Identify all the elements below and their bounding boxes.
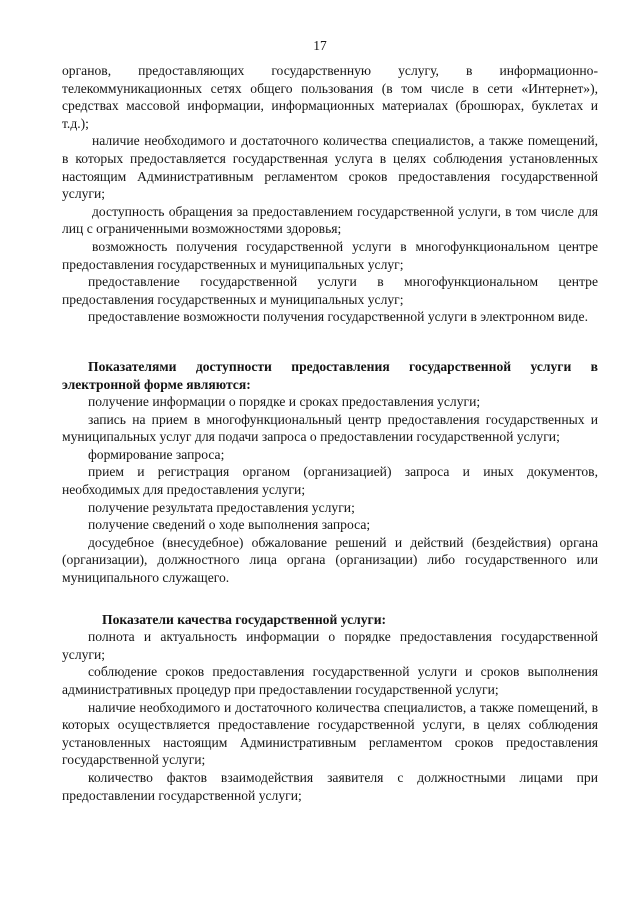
- paragraph: прием и регистрация органом (организацией) запроса и иных документов, необходимых для предоставления услуги;: [62, 464, 598, 498]
- paragraph: возможность получения государственной услуги в многофункциональном центре предоставления государственных и муниципальных услуг;: [62, 238, 598, 272]
- paragraph: предоставление государственной услуги в многофункциональном центре предоставления государственных и муниципальных услуг;: [62, 274, 598, 307]
- paragraph: получение сведений о ходе выполнения запроса;: [88, 517, 371, 533]
- paragraph: доступность обращения за предоставлением государственной услуги, в том числе для лиц с ограниченными возможностями здоровья;: [62, 203, 598, 237]
- section-heading-quality: Показатели качества государственной услуги:: [102, 611, 387, 627]
- page-number: 17: [313, 38, 327, 53]
- paragraph: получение информации о порядке и сроках предоставления услуги;: [88, 394, 481, 410]
- paragraph: наличие необходимого и достаточного количества специалистов, а также помещений, в которых осуществляется предоставление государственной услуги, в целях соблюдения установленных настоящим Административным регламентом сроков предоставления государственной услуги;: [62, 699, 598, 768]
- paragraph: досудебное (внесудебное) обжалование решений и действий (бездействия) органа (организации), должностного лица органа (организации) либо государственного или муниципального служащего.: [62, 534, 598, 586]
- paragraph: формирование запроса;: [88, 446, 225, 462]
- paragraph: предоставление возможности получения государственной услуги в электронном виде.: [88, 309, 588, 325]
- section-heading-availability: Показателями доступности предоставления государственной услуги в электронной форме являются:: [62, 358, 598, 392]
- paragraph: соблюдение сроков предоставления государственной услуги и сроков выполнения административных процедур при предоставлении государственной услуги;: [62, 664, 598, 697]
- paragraph: получение результата предоставления услуги;: [88, 499, 355, 515]
- paragraph: запись на прием в многофункциональный центр предоставления государственных и муниципальных услуг для подачи запроса о предоставлении государственной услуги;: [62, 411, 598, 445]
- paragraph: наличие необходимого и достаточного количества специалистов, а также помещений, в которых предоставляется государственная услуга в целях соблюдения установленных настоящим Административным регламентом сроков предоставления государственной услуги;: [62, 133, 598, 202]
- paragraph: количество фактов взаимодействия заявителя с должностными лицами при предоставлении государственной услуги;: [62, 769, 598, 803]
- document-body: [62, 62, 598, 804]
- paragraph: полнота и актуальность информации о порядке предоставления государственной услуги;: [62, 629, 598, 662]
- paragraph: органов, предоставляющих государственную услугу, в информационно-телекоммуникационных сетях общего пользования (в том числе в сети «Интернет»), средствах массовой информации, информационных материалах (брошюрах, буклетах и т.д.);: [62, 63, 598, 131]
